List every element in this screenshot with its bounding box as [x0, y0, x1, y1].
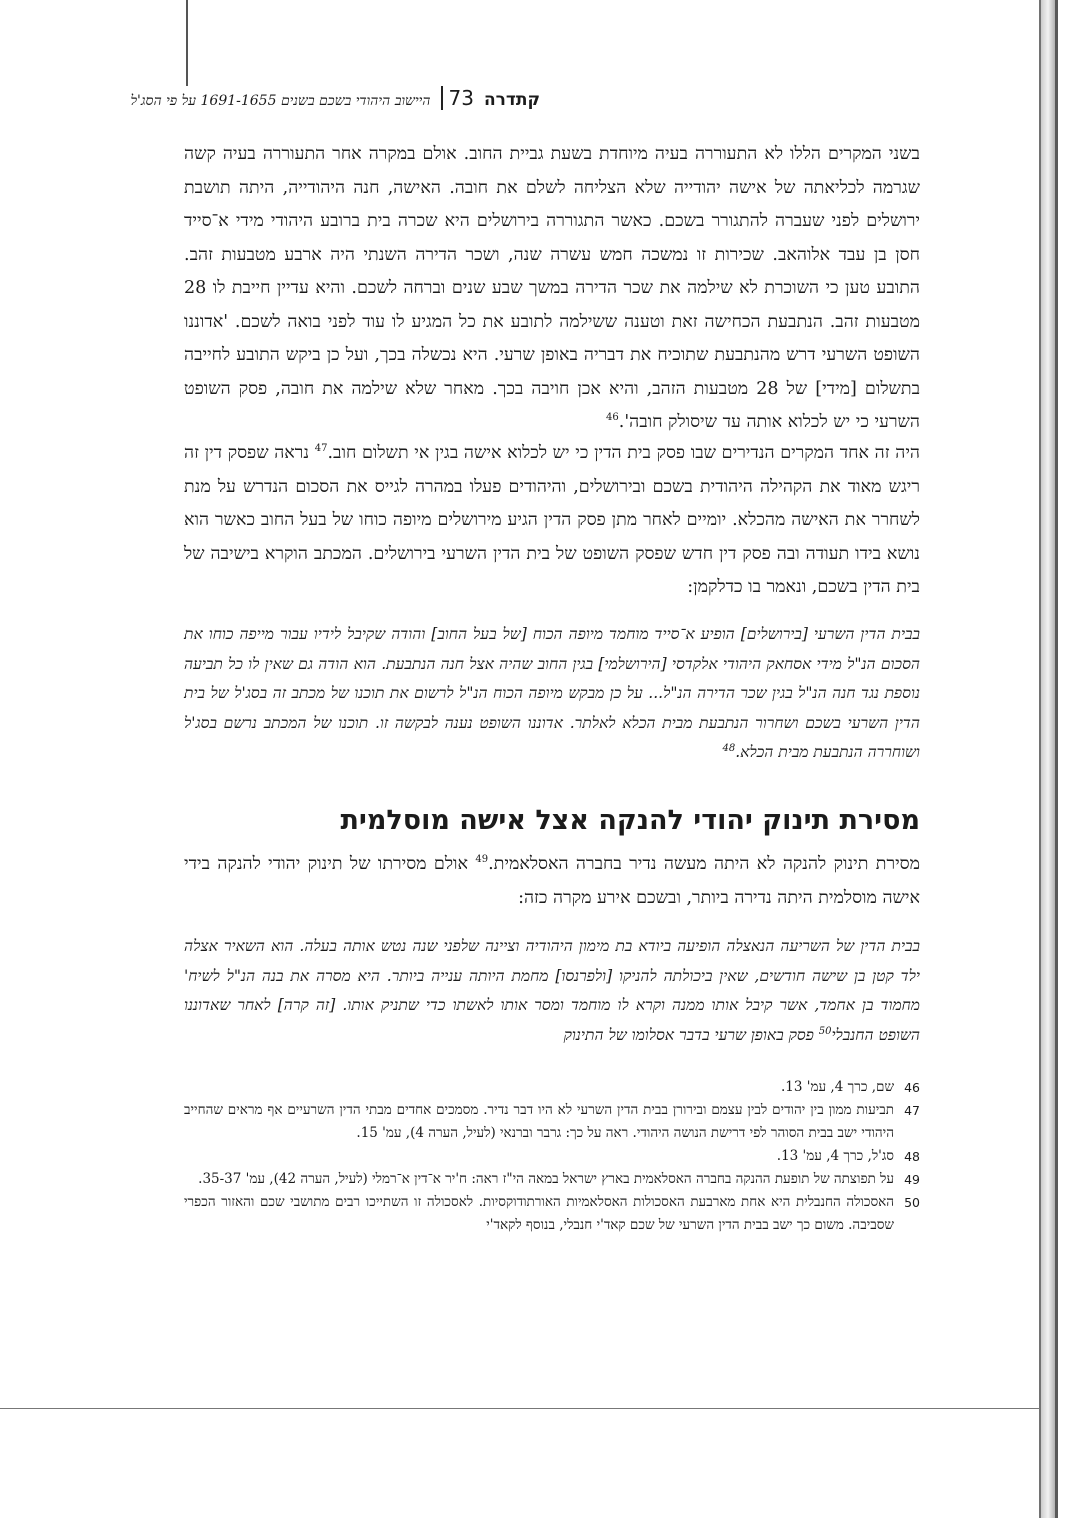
body-paragraph-1 [184, 138, 920, 440]
page-number: 73 [441, 86, 474, 110]
footnote-ref: 50 [818, 1025, 832, 1037]
footnote-number: 47 [904, 1103, 920, 1118]
section-heading [184, 805, 920, 836]
paragraph-text: מסירת תינוק להנקה לא היתה מעשה נדיר בחברה האסלאמית. [488, 854, 920, 874]
footnote [184, 1076, 920, 1099]
footnote-number: 50 [904, 1195, 920, 1210]
scan-bottom-rule [0, 1408, 1040, 1409]
body-paragraph-2 [184, 437, 920, 605]
footnote [184, 1191, 920, 1237]
paragraph-text: אולם מסירתו של תינוק יהודי להנקה בידי אישה מוסלמית היתה נדירה ביותר, ובשכם אירע מקרה כזה: [184, 854, 920, 908]
footnote-text: האסכולה החנבלית היא אחת מארבעת האסכולות האסלאמיות האורתודוקסיות. לאסכולה זו השתייכו רבים מתושבי שכם והאזור הכפרי שסביבה. משום כך ישב בבית הדין השרעי של שכם קאד'י חנבלי, בנוסף לקאד'י [184, 1194, 894, 1233]
scan-fold-line [186, 0, 188, 86]
block-quote-2 [184, 932, 920, 1050]
footnote-ref: 47 [314, 443, 328, 455]
block-quote-1 [184, 620, 920, 768]
paragraph-text: היה זה אחד המקרים הנדירים שבו פסק בית הדין כי יש לכלוא אישה בגין אי תשלום חוב. [327, 443, 920, 463]
footnote-ref: 49 [475, 854, 489, 866]
footnote [184, 1168, 920, 1191]
quote-text: בבית הדין השרעי [בירושלים] הופיע א־סייד מוחמד מיופה הכוח [של בעל החוב] והודה שקיבל לידיו עבור מייפה כוחו את הסכום הנ"ל מידי אסחאק היהודי אלקדסי [הירושלמי] בגין החוב שהיה אצל חנה הנתבעת. הוא הודה גם שאין לו כל תביעה נוספת נגד חנה הנ"ל בגין שכר הדירה הנ"ל... על כן מבקש מיופה הכוח הנ"ל לרשום את תוכנו של מכתב זה בסג'ל של בית הדין השרעי בשכם ושחרור הנתבעת מבית הכלא לאלתר. אדוננו השופט נענה לבקשה זו. תוכנו של המכתב נרשם בסג'ל ושוחררה הנתבעת מבית הכלא. [184, 625, 920, 761]
scan-binding-edge [1039, 0, 1058, 1518]
paragraph-text: בשני המקרים הללו לא התעוררה בעיה מיוחדת בשעת גביית החוב. אולם במקרה אחר התעוררה בעיה קשה שגרמה לכליאתה של אישה יהודייה שלא הצליחה לשלם את חובה. האישה, חנה היהודייה, היתה תושבת ירושלים לפני שעברה להתגורר בשכם. כאשר התגוררה בירושלים היא שכרה בית ברובע היהודי מידי א־סייד חסן בן עבד אלוהאב. שכירות זו נמשכה חמש עשרה שנה, ושכר הדירה השנתי היה ארבע מטבעות זהב. התובע טען כי השוכרת לא שילמה את שכר הדירה במשך שבע שנים וברחה לשכם. והיא עדיין חייבת לו 28 מטבעות זהב. הנתבעת הכחישה זאת וטענה ששילמה לתובע את כל המגיע לו עוד לפני בואה לשכם. 'אדוננו השופט השרעי דרש מהנתבעת שתוכיח את דבריה באופן שרעי. היא נכשלה בכך, ועל כן ביקש התובע לחייבה בתשלום [מידי] של 28 מטבעות הזהב, והיא אכן חויבה בכך. מאחר שלא שילמה את חובה, פסק השופט השרעי כי יש לכלוא אותה עד שיסולק חובה'. [184, 144, 921, 432]
footnote-text: סג'ל, כרך 4, עמ' 13. [776, 1148, 894, 1164]
journal-title: קתדרה [483, 90, 540, 110]
footnote-text: על תפוצתה של תופעת ההנקה בחברה האסלאמית בארץ ישראל במאה הי"ז ראה: ח'יר א־דין א־רמלי (לעיל, הערה 42), עמ' 35-37. [198, 1171, 894, 1187]
running-header [90, 86, 540, 110]
footnote-number: 46 [904, 1080, 920, 1095]
running-subtitle: היישוב היהודי בשכם בשנים 1691-1655 על פי הסג'ל [130, 93, 431, 109]
footnote-ref: 48 [722, 742, 736, 754]
footnote [184, 1099, 920, 1145]
footnote [184, 1145, 920, 1168]
footnotes [184, 1076, 920, 1237]
footnote-number: 48 [904, 1149, 920, 1164]
paragraph-text: נראה שפסק דין זה ריגש מאוד את הקהילה היהודית בשכם ובירושלים, והיהודים פעלו במהרה לגייס את הסכום הנדרש על מנת לשחרר את האישה מהכלא. יומיים לאחר מתן פסק הדין הגיע מירושלים מיופה כוחו של בעל החוב כאשר הוא נושא בידו תעודה ובה פסק דין חדש שפסק השופט של בית הדין השרעי בירושלים. המכתב הוקרא בישיבה של בית הדין בשכם, ונאמר בו כדלקמן: [184, 443, 920, 597]
footnote-number: 49 [904, 1172, 920, 1187]
quote-text: פסק באופן שרעי בדבר אסלומו של התינוק [563, 1025, 819, 1044]
quote-text: בבית הדין של השריעה הנאצלה הופיעה ביודא בת מימון היהודיה וציינה שלפני שנה נטש אותה בעלה. הוא השאיר אצלה ילד קטן בן שישה חודשים, שאין ביכולתה להניקו [ולפרנסו] מחמת היותה ענייה ביותר. היא מסרה את בנה הנ"ל לשיח' מחמוד בן אחמד, אשר קיבל אותו ממנה וקרא לו מוחמד ומסר אותו לאשתו כדי שתניק אותו. [זה קרה] לאחר שאדוננו השופט החנבלי [184, 937, 920, 1044]
body-paragraph-3 [184, 848, 920, 915]
footnote-text: שם, כרך 4, עמ' 13. [780, 1079, 894, 1095]
footnote-ref: 46 [606, 412, 619, 424]
heading-text: מסירת תינוק יהודי להנקה אצל אישה מוסלמית [340, 805, 920, 836]
footnote-text: תביעות ממון בין יהודים לבין עצמם ובירורן בבית הדין השרעי לא היו דבר נדיר. מסמכים אחדים מבתי הדין השרעיים אף מראים שהחייב היהודי ישב בבית הסוהר לפי דרישת הנושה היהודי. ראה על כך: גרבר וברנאי (לעיל, הערה 4), עמ' 15. [184, 1102, 894, 1141]
